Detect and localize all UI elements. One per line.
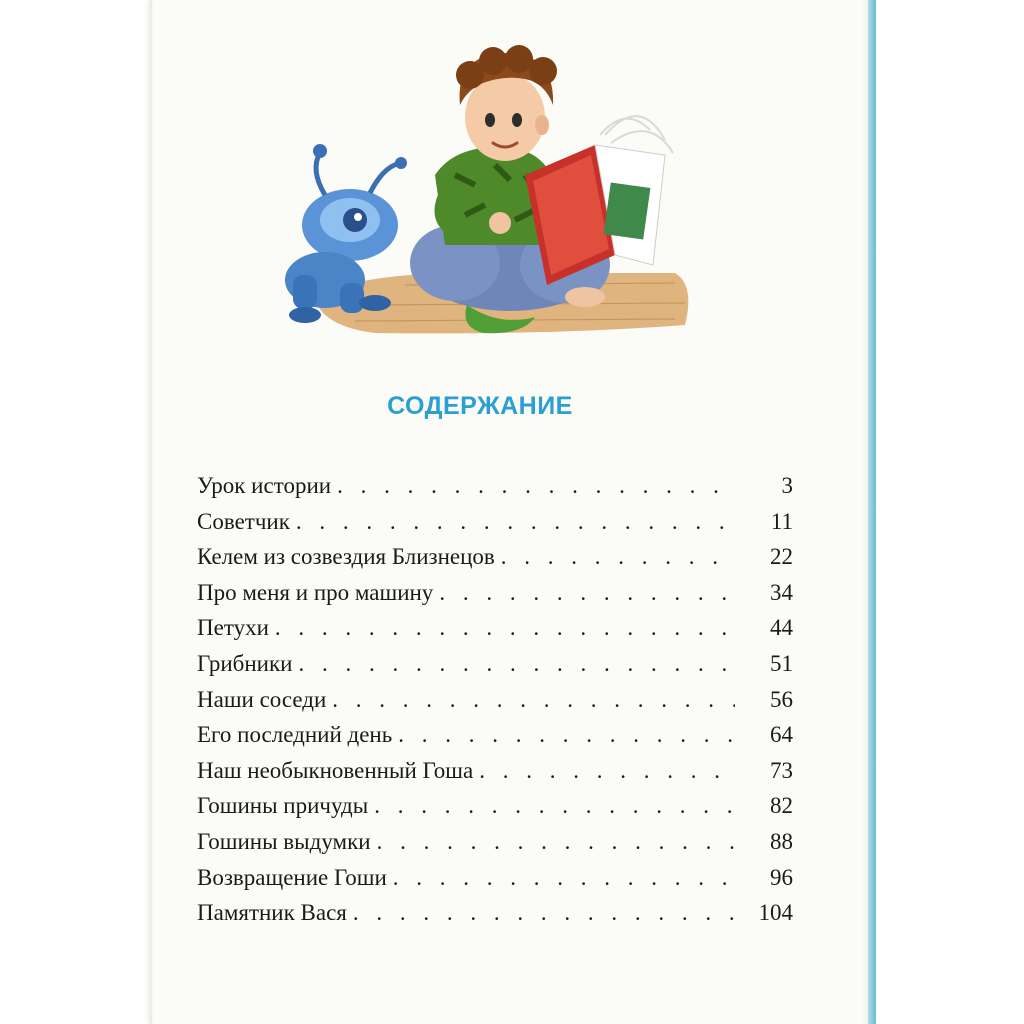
toc-entry[interactable] <box>197 753 793 789</box>
toc-entry-title: Памятник Вася <box>197 900 347 926</box>
toc-entry-title: Наши соседи <box>197 686 327 712</box>
toc-page-number: 34 <box>770 579 793 605</box>
book-cover-edge <box>868 0 876 1024</box>
toc-page-number: 11 <box>770 508 793 534</box>
toc-entry[interactable] <box>197 860 793 896</box>
toc-page-number: 88 <box>770 828 793 854</box>
toc-dot-leader <box>275 610 735 646</box>
toc-entry-title: Петухи <box>197 615 269 641</box>
toc-page-number: 96 <box>770 864 793 890</box>
open-book-icon <box>525 116 673 285</box>
toc-entry-title: Возвращение Гоши <box>197 864 387 890</box>
toc-dot-leader <box>393 860 735 896</box>
toc-entry-title: Его последний день <box>197 722 393 748</box>
toc-entry-title: Урок истории <box>197 473 332 498</box>
toc-dot-leader <box>298 646 735 682</box>
toc-entry[interactable] <box>197 895 793 931</box>
toc-entry[interactable] <box>197 539 793 575</box>
toc-dot-leader <box>398 717 735 753</box>
toc-entry-title: Советчик <box>197 508 290 534</box>
toc-dot-leader <box>332 682 735 718</box>
toc-dot-leader <box>377 824 735 860</box>
toc-page-number: 73 <box>770 757 793 783</box>
toc-dot-leader <box>479 753 735 789</box>
toc-page-number: 51 <box>770 650 793 676</box>
toc-entry[interactable] <box>197 504 793 540</box>
toc-entry[interactable] <box>197 717 793 753</box>
toc-page-number: 44 <box>770 615 793 641</box>
toc-entry[interactable] <box>197 575 793 611</box>
toc-page-number: 22 <box>770 544 793 570</box>
toc-entry-title: Гошины выдумки <box>197 828 371 854</box>
toc-page-number: 104 <box>758 900 793 926</box>
toc-list <box>197 468 793 931</box>
toc-entry-title: Грибники <box>197 650 293 676</box>
toc-entry[interactable] <box>197 682 793 718</box>
toc-entry[interactable] <box>197 788 793 824</box>
toc-entry-title: Келем из созвездия Близнецов <box>197 544 495 570</box>
toc-page-number: 3 <box>781 473 793 498</box>
toc-dot-leader <box>337 468 735 504</box>
toc-dot-leader <box>353 895 735 931</box>
toc-page-number: 82 <box>770 793 793 819</box>
toc-entry[interactable] <box>197 610 793 646</box>
toc-entry[interactable] <box>197 646 793 682</box>
toc-dot-leader <box>439 575 735 611</box>
toc-entry-title: Наш необыкновенный Гоша <box>197 757 474 783</box>
toc-dot-leader <box>501 539 735 575</box>
toc-entry-title: Гошины причуды <box>197 793 369 819</box>
page-edge <box>150 0 153 1024</box>
toc-entry-title: Про меня и про машину <box>197 579 434 605</box>
toc-page-number: 56 <box>770 686 793 712</box>
toc-page-number: 64 <box>770 722 793 748</box>
toc-entry[interactable] <box>197 468 793 504</box>
boy-reading-illustration <box>255 35 695 345</box>
toc-dot-leader <box>296 504 735 540</box>
toc-entry[interactable] <box>197 824 793 860</box>
toc-dot-leader <box>374 788 735 824</box>
toc-heading: СОДЕРЖАНИЕ <box>387 392 573 420</box>
